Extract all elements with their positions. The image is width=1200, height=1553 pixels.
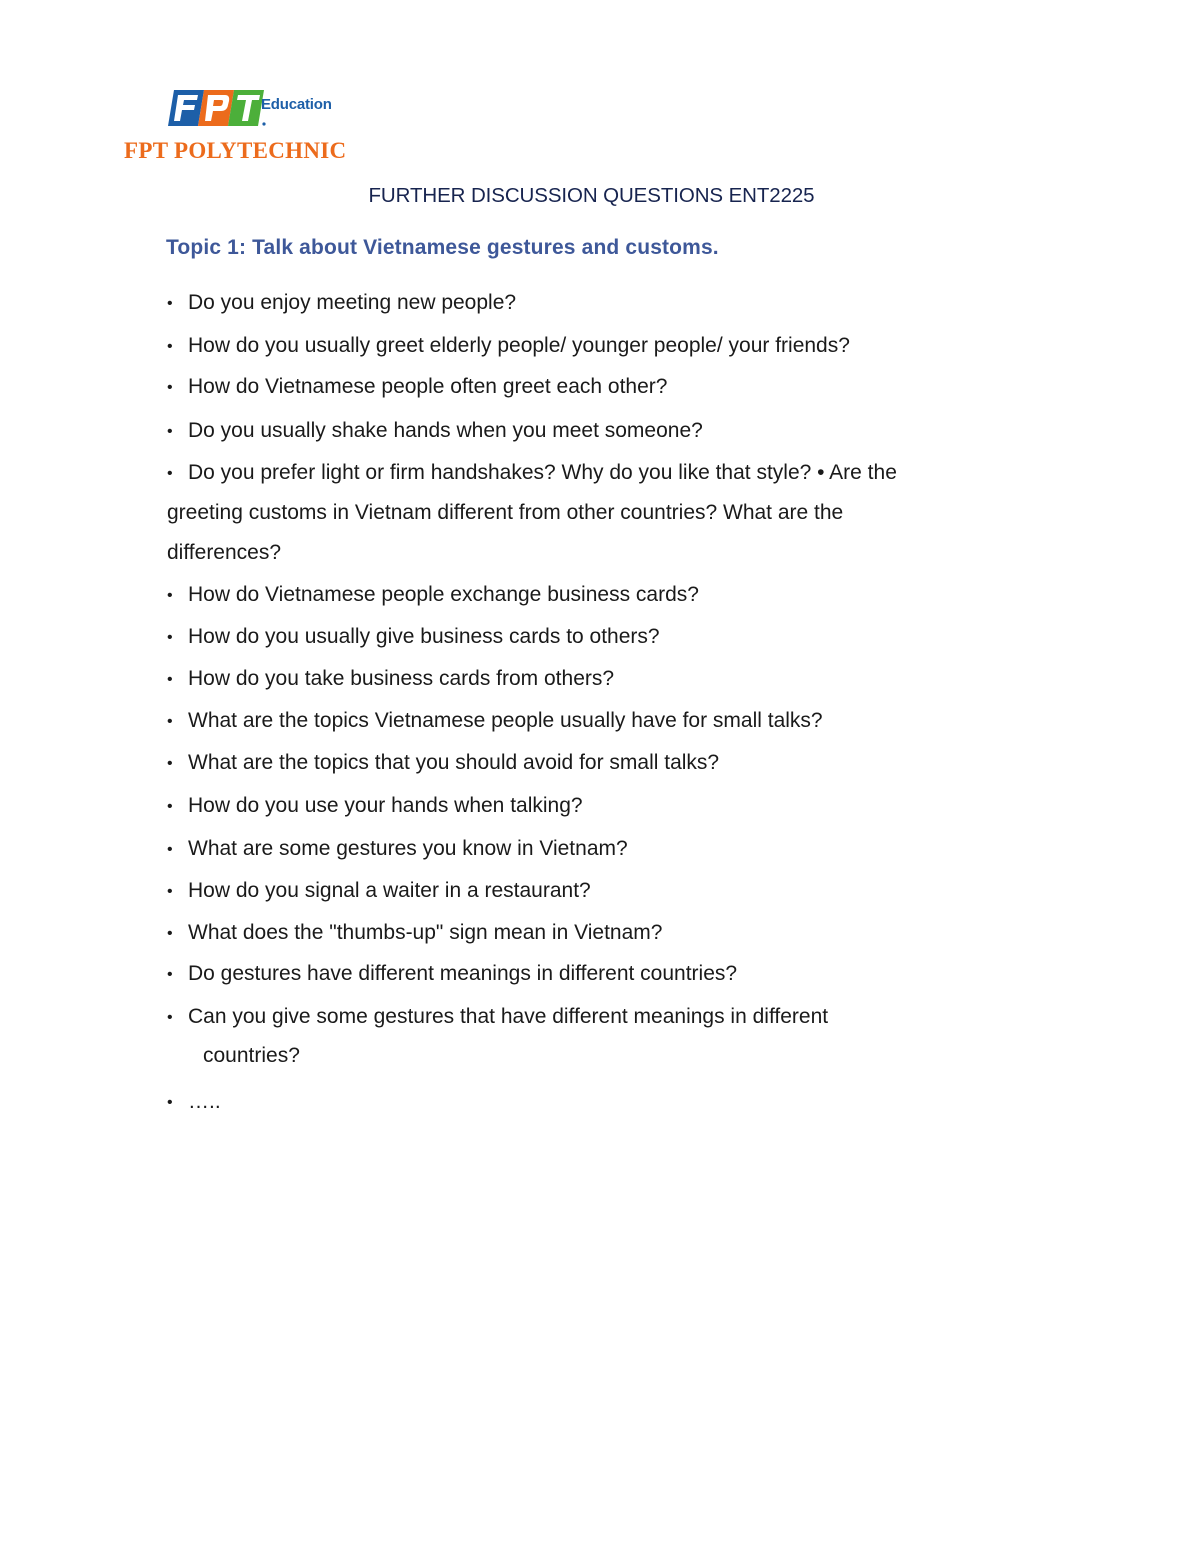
bullet-icon: •	[167, 423, 173, 440]
bullet-icon: •	[167, 379, 173, 396]
bullet-icon: •	[167, 671, 173, 688]
question-item	[167, 708, 823, 736]
fpt-education-logo	[124, 86, 364, 166]
question-text: What are the topics that you should avoid for small talks?	[188, 751, 720, 774]
bullet-icon: •	[167, 1094, 173, 1111]
question-item-continuation	[167, 540, 281, 566]
question-text: What are some gestures you know in Vietnam?	[188, 837, 628, 860]
bullet-icon: •	[167, 925, 173, 942]
question-text: How do you use your hands when talking?	[188, 794, 583, 817]
question-item	[167, 582, 699, 610]
question-item	[167, 750, 719, 778]
question-item	[167, 793, 583, 821]
question-item	[167, 961, 737, 989]
question-text: How do you usually give business cards to others?	[188, 625, 660, 648]
question-item	[167, 374, 667, 402]
question-text: differences?	[167, 541, 282, 564]
question-item	[167, 624, 660, 652]
topic-heading: Topic 1: Talk about Vietnamese gestures and customs.	[166, 236, 719, 259]
question-text: How do Vietnamese people exchange business cards?	[188, 583, 699, 606]
question-text: Do you usually shake hands when you meet someone?	[188, 419, 703, 442]
fpt-logo-icon	[168, 88, 268, 128]
logo-education-text: Education	[261, 96, 332, 113]
question-text: What are the topics Vietnamese people usually have for small talks?	[188, 709, 823, 732]
question-text: Do gestures have different meanings in different countries?	[188, 962, 738, 985]
bullet-icon: •	[167, 841, 173, 858]
bullet-icon: •	[167, 883, 173, 900]
question-text: How do you usually greet elderly people/ younger people/ your friends?	[188, 334, 850, 357]
bullet-icon: •	[167, 629, 173, 646]
question-text: How do you signal a waiter in a restaurant?	[188, 879, 591, 902]
bullet-icon: •	[167, 295, 173, 312]
question-text: Do you prefer light or firm handshakes? Why do you like that style? • Are the	[188, 461, 897, 484]
question-item	[167, 460, 897, 488]
logo-institution-text: FPT POLYTECHNIC	[124, 138, 347, 163]
question-item	[167, 290, 516, 318]
question-text: How do Vietnamese people often greet each other?	[188, 375, 668, 398]
bullet-icon: •	[167, 755, 173, 772]
bullet-icon: •	[167, 798, 173, 815]
question-text: Can you give some gestures that have different meanings in different	[188, 1005, 829, 1028]
question-text: How do you take business cards from others?	[188, 667, 615, 690]
question-text: …..	[188, 1090, 221, 1113]
question-item-continuation	[167, 500, 843, 526]
bullet-icon: •	[167, 966, 173, 983]
question-item	[167, 1004, 828, 1032]
question-item	[167, 920, 662, 948]
question-item-continuation	[203, 1043, 300, 1069]
bullet-icon: •	[167, 587, 173, 604]
question-item	[167, 333, 850, 361]
question-text: countries?	[203, 1044, 300, 1067]
question-item	[167, 1089, 221, 1117]
bullet-icon: •	[167, 465, 173, 482]
bullet-icon: •	[167, 713, 173, 730]
question-text: What does the "thumbs-up" sign mean in Vietnam?	[188, 921, 663, 944]
question-item	[167, 418, 703, 446]
question-text: Do you enjoy meeting new people?	[188, 291, 517, 314]
question-item	[167, 878, 591, 906]
question-item	[167, 666, 614, 694]
document-title: FURTHER DISCUSSION QUESTIONS ENT2225	[368, 184, 815, 207]
bullet-icon: •	[167, 338, 173, 355]
bullet-icon: •	[167, 1009, 173, 1026]
question-item	[167, 836, 628, 864]
question-text: greeting customs in Vietnam different from other countries? What are the	[167, 501, 844, 524]
